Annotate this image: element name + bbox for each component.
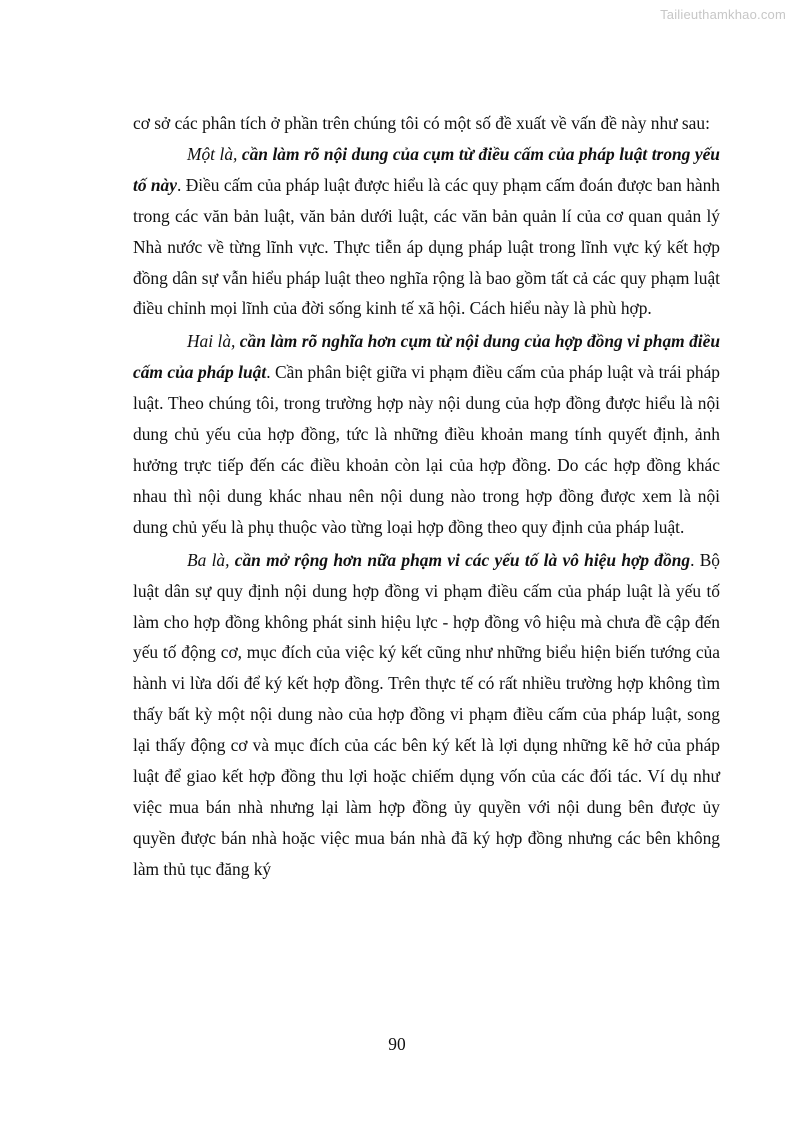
- proposal-3-label: Ba là,: [187, 549, 230, 570]
- watermark: Tailieuthamkhao.com: [660, 7, 786, 22]
- page-body: [133, 108, 720, 885]
- proposal-3-body: . Bộ luật dân sự quy định nội dung hợp đồng vi phạm điều cấm của pháp luật là yếu tố làm cho hợp đồng không phát sinh hiệu lực - hợp đồng vô hiệu mà chưa đề cập đến yếu tố động cơ, mục đích của việc ký kết cũng như những biểu hiện biến tướng của hành vi lừa dối để ký kết hợp đồng. Trên thực tế có rất nhiều trường hợp không tìm thấy bất kỳ một nội dung nào của hợp đồng vi phạm điều cấm của pháp luật, song lại thấy động cơ và mục đích của các bên ký kết là lợi dụng những kẽ hở của pháp luật để giao kết hợp đồng thu lợi hoặc chiếm dụng vốn của các đối tác. Ví dụ như việc mua bán nhà nhưng lại làm hợp đồng ủy quyền với nội dung bên được ủy quyền được bán nhà hoặc việc mua bán nhà đã ký hợp đồng nhưng các bên không làm thủ tục đăng ký: [133, 549, 720, 879]
- proposal-2-label: Hai là,: [187, 331, 236, 352]
- proposal-1-label: Một là,: [187, 143, 238, 164]
- proposal-1-body: . Điều cấm của pháp luật được hiểu là các quy phạm cấm đoán được ban hành trong các văn bản luật, văn bản dưới luật, các văn bản quản lí của cơ quan quản lý Nhà nước về từng lĩnh vực. Thực tiễn áp dụng pháp luật trong lĩnh vực ký kết hợp đồng dân sự vẫn hiểu pháp luật theo nghĩa rộng là bao gồm tất cả các quy phạm luật điều chỉnh mọi lĩnh của đời sống kinh tế xã hội. Cách hiểu này là phù hợp.: [133, 174, 720, 319]
- proposal-1-heading: cần làm rõ nội dung của cụm từ điều cấm của pháp luật trong yếu tố này: [133, 143, 720, 195]
- proposal-1-paragraph: [133, 139, 720, 324]
- proposal-2-body: . Cần phân biệt giữa vi phạm điều cấm của pháp luật và trái pháp luật. Theo chúng tôi, trong trường hợp này nội dung của hợp đồng được hiểu là nội dung chủ yếu của hợp đồng, tức là những điều khoản mang tính quyết định, ảnh hưởng trực tiếp đến các điều khoản còn lại của hợp đồng. Do các hợp đồng khác nhau thì nội dung khác nhau nên nội dung nào trong hợp đồng được xem là nội dung chủ yếu là phụ thuộc vào từng loại hợp đồng theo quy định của pháp luật.: [133, 362, 721, 537]
- intro-paragraph: cơ sở các phân tích ở phần trên chúng tôi có một số đề xuất về vấn đề này như sau:: [133, 113, 710, 133]
- page-number: 90: [388, 1034, 406, 1054]
- proposal-3-heading: cần mở rộng hơn nữa phạm vi các yếu tố là vô hiệu hợp đồng: [234, 549, 691, 570]
- proposal-3-paragraph: [133, 545, 720, 885]
- proposal-2-heading: cần làm rõ nghĩa hơn cụm từ nội dung của hợp đồng vi phạm điều cấm của pháp luật: [133, 331, 720, 383]
- proposal-2-paragraph: [133, 326, 720, 542]
